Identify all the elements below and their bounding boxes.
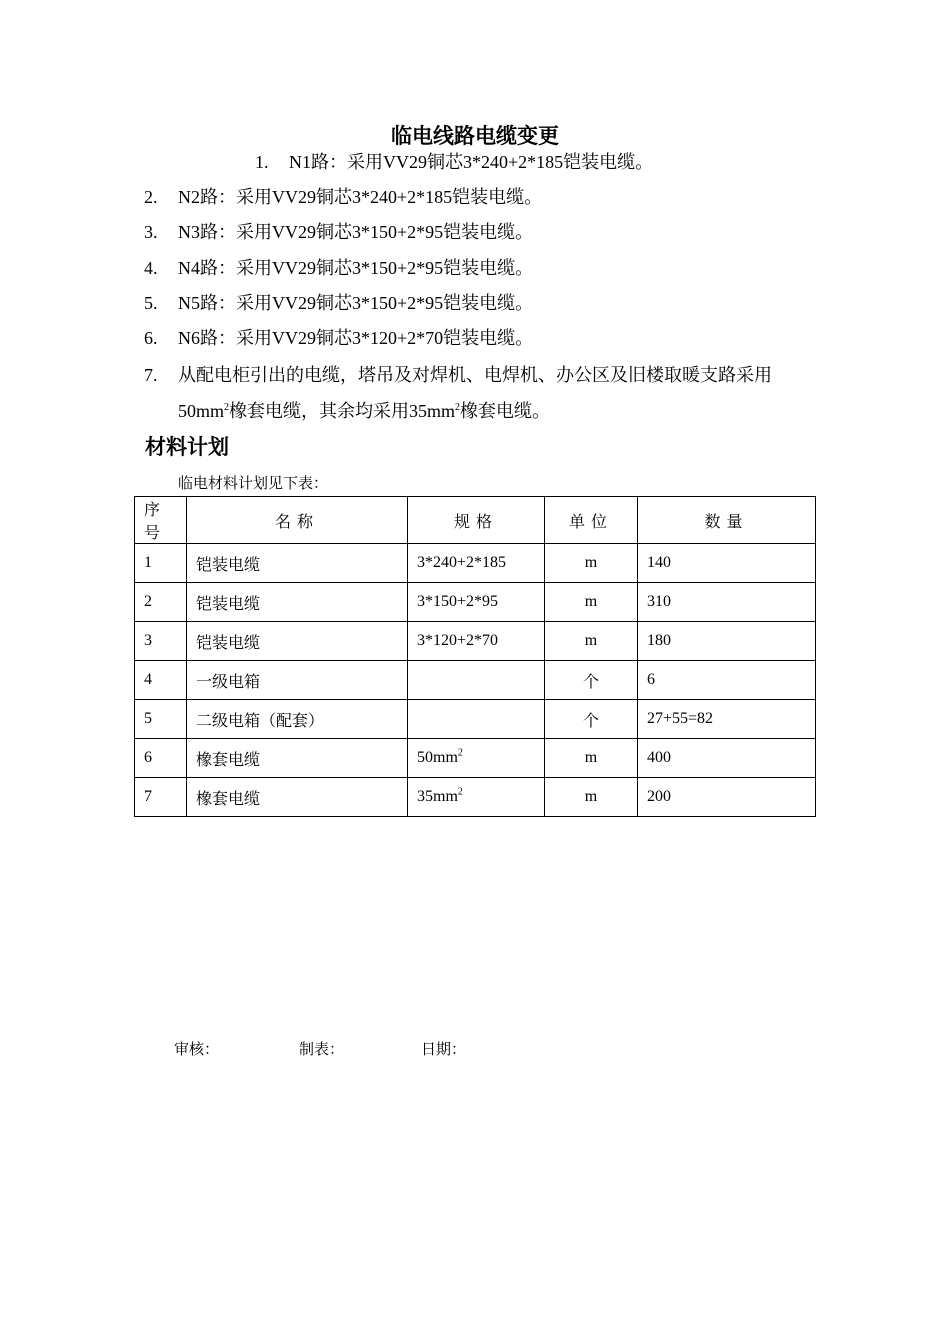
list-item	[255, 150, 653, 174]
cell-name-text: 橡套电缆	[196, 751, 261, 769]
prepared-label: 制表：	[299, 1042, 345, 1058]
list-item-number: 1.	[255, 152, 269, 172]
superscript: 2	[455, 402, 461, 413]
table-row	[135, 700, 816, 739]
list-item	[144, 326, 533, 350]
cell-unit-text: m	[584, 554, 598, 571]
cell-name	[187, 622, 408, 661]
cell-no-text: 2	[144, 593, 152, 610]
list-item-number: 7.	[144, 365, 158, 385]
list-item-number: 3.	[144, 222, 158, 242]
list-item-text: N4路：采用VV29铜芯3*150+2*95铠装电缆。	[178, 258, 534, 278]
cell-name-text: 铠装电缆	[196, 595, 261, 613]
cell-name-text: 二级电箱（配套）	[196, 712, 325, 730]
list-item-text: N5路：采用VV29铜芯3*150+2*95铠装电缆。	[178, 293, 534, 313]
list-item-text: N3路：采用VV29铜芯3*150+2*95铠装电缆。	[178, 222, 534, 242]
list-item-text: N1路：采用VV29铜芯3*240+2*185铠装电缆。	[289, 152, 654, 172]
cell-unit-text: m	[584, 593, 598, 610]
superscript: 2	[457, 786, 463, 798]
cell-qty-text: 180	[647, 632, 671, 649]
header-no: 序号	[135, 497, 187, 544]
list-item-text: 橡套电缆，其余均采用35mm	[229, 401, 456, 421]
table-row	[135, 622, 816, 661]
cell-unit-text: 个	[582, 712, 599, 730]
cell-no	[135, 739, 187, 778]
list-item	[144, 185, 542, 209]
header-qty: 数量	[638, 497, 816, 544]
cell-no-text: 5	[144, 710, 152, 727]
cell-unit	[545, 622, 638, 661]
cell-qty	[638, 622, 816, 661]
cell-name	[187, 778, 408, 817]
materials-table	[134, 496, 816, 817]
list-item-continuation	[178, 399, 550, 423]
section-title: 材料计划	[145, 435, 229, 459]
cell-spec	[408, 622, 545, 661]
list-item	[144, 291, 533, 315]
table-row	[135, 661, 816, 700]
cell-no	[135, 544, 187, 583]
cell-spec	[408, 700, 545, 739]
cell-qty	[638, 544, 816, 583]
cell-name-text: 一级电箱	[196, 673, 261, 691]
cell-name	[187, 700, 408, 739]
table-header-row	[135, 497, 816, 544]
list-item-number: 4.	[144, 258, 158, 278]
cell-name	[187, 661, 408, 700]
cable-size-text: 50mm	[178, 401, 225, 421]
cell-no-text: 4	[144, 671, 152, 688]
document-title: 临电线路电缆变更	[391, 124, 559, 148]
header-spec: 规格	[408, 497, 545, 544]
header-name: 名称	[187, 497, 408, 544]
cell-unit	[545, 700, 638, 739]
superscript: 2	[457, 747, 463, 759]
list-item	[144, 256, 533, 280]
cell-qty-text: 400	[647, 749, 671, 766]
table-row	[135, 739, 816, 778]
cell-name-text: 橡套电缆	[196, 790, 261, 808]
list-item-text: N6路：采用VV29铜芯3*120+2*70铠装电缆。	[178, 328, 534, 348]
cell-qty	[638, 778, 816, 817]
cell-no	[135, 661, 187, 700]
cell-spec	[408, 778, 545, 817]
list-item	[144, 220, 533, 244]
cell-no	[135, 622, 187, 661]
list-item	[144, 363, 772, 387]
cell-no	[135, 700, 187, 739]
cell-no	[135, 583, 187, 622]
table-body	[135, 544, 816, 817]
list-item-text: 从配电柜引出的电缆，塔吊及对焊机、电焊机、办公区及旧楼取暖支路采用	[178, 365, 772, 385]
cell-spec-text: 50mm	[417, 749, 458, 766]
cell-spec	[408, 583, 545, 622]
cell-name	[187, 583, 408, 622]
table-row	[135, 778, 816, 817]
cell-no	[135, 778, 187, 817]
table-intro: 临电材料计划见下表：	[178, 476, 329, 492]
cell-qty	[638, 700, 816, 739]
cell-no-text: 1	[144, 554, 152, 571]
cell-spec-text: 3*240+2*185	[417, 554, 507, 571]
cell-qty	[638, 583, 816, 622]
cell-name-text: 铠装电缆	[196, 556, 261, 574]
list-item-number: 2.	[144, 187, 158, 207]
list-item-number: 5.	[144, 293, 158, 313]
cell-spec-text: 3*150+2*95	[417, 593, 499, 610]
cell-unit	[545, 739, 638, 778]
cell-qty-text: 27+55=82	[647, 710, 714, 727]
header-unit: 单位	[545, 497, 638, 544]
cell-unit-text: m	[584, 788, 598, 805]
date-label: 日期：	[421, 1042, 467, 1058]
cell-unit-text: m	[584, 749, 598, 766]
cell-qty-text: 200	[647, 788, 671, 805]
cell-no-text: 6	[144, 749, 152, 766]
cell-qty-text: 310	[647, 593, 671, 610]
cell-unit	[545, 583, 638, 622]
cell-unit	[545, 544, 638, 583]
cell-no-text: 7	[144, 788, 152, 805]
table-row	[135, 544, 816, 583]
cell-name	[187, 739, 408, 778]
cell-unit	[545, 661, 638, 700]
cell-spec	[408, 739, 545, 778]
cell-spec	[408, 544, 545, 583]
cell-qty-text: 140	[647, 554, 671, 571]
list-item-number: 6.	[144, 328, 158, 348]
cell-name	[187, 544, 408, 583]
cell-spec-text: 35mm	[417, 788, 458, 805]
cell-qty	[638, 739, 816, 778]
list-item-text: 橡套电缆。	[460, 401, 551, 421]
cell-spec-text: 3*120+2*70	[417, 632, 499, 649]
cell-qty-text: 6	[647, 671, 655, 688]
cell-no-text: 3	[144, 632, 152, 649]
superscript: 2	[224, 402, 230, 413]
review-label: 审核：	[174, 1042, 220, 1058]
cell-qty	[638, 661, 816, 700]
cell-spec	[408, 661, 545, 700]
list-item-text: N2路：采用VV29铜芯3*240+2*185铠装电缆。	[178, 187, 543, 207]
cell-unit	[545, 778, 638, 817]
table-row	[135, 583, 816, 622]
cell-name-text: 铠装电缆	[196, 634, 261, 652]
cell-unit-text: m	[584, 632, 598, 649]
cell-unit-text: 个	[582, 673, 599, 691]
